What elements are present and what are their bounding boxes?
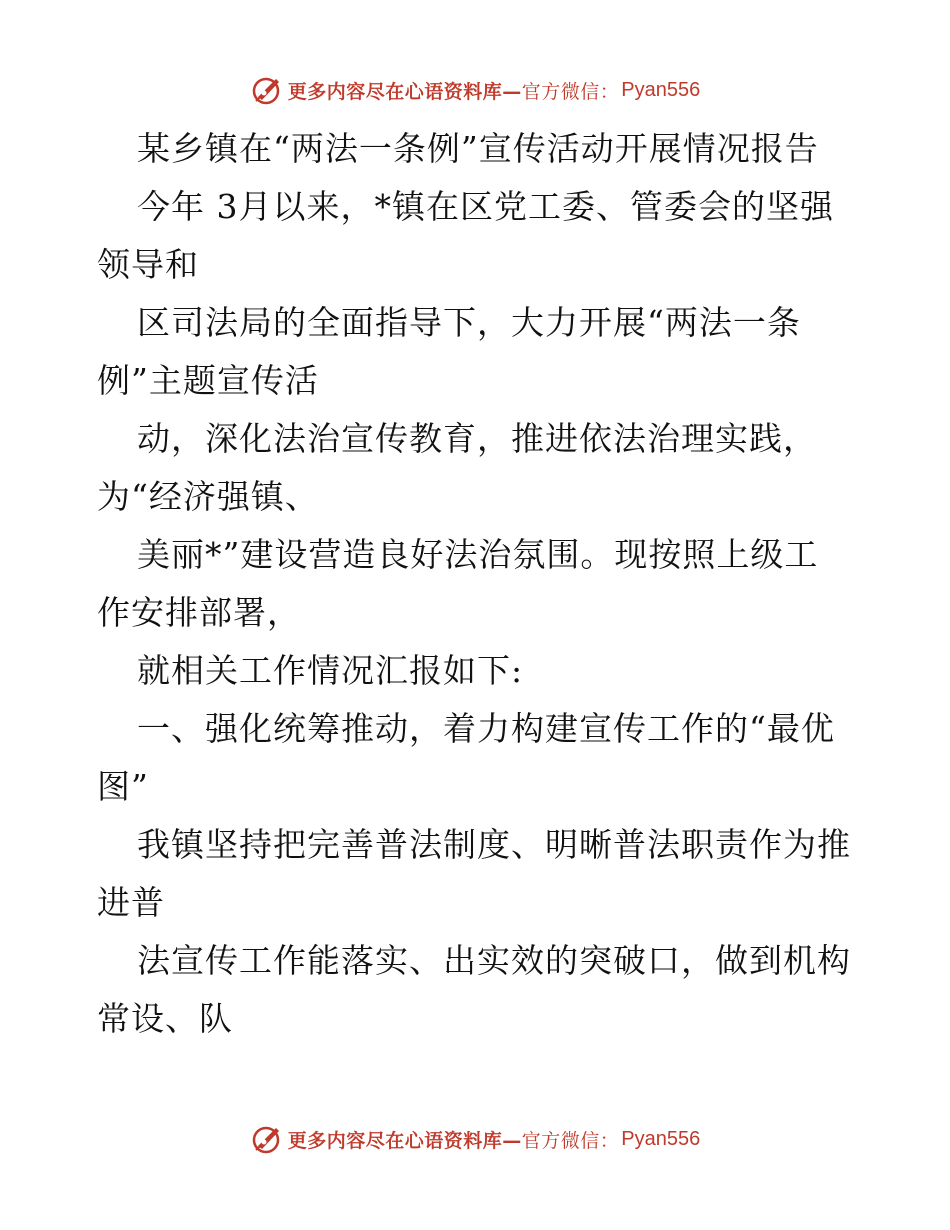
text-line: 一、强化统筹推动，着力构建宣传工作的“最优 xyxy=(137,709,835,748)
watermark-handle: Pyan556 xyxy=(621,1127,701,1150)
text-line: 区司法局的全面指导下，大力开展“两法一条 xyxy=(137,303,801,342)
text-line: 就相关工作情况汇报如下: xyxy=(137,651,524,690)
text-line: 动，深化法治宣传教育，推进依法治理实践， xyxy=(137,419,817,458)
text-line: 图” xyxy=(97,767,149,806)
footer-watermark xyxy=(0,1119,950,1159)
text-line: 例”主题宣传活 xyxy=(97,361,319,400)
watermark-handle: Pyan556 xyxy=(621,78,701,101)
text-line: 为“经济强镇、 xyxy=(97,477,319,516)
header-watermark xyxy=(0,70,950,110)
document-body xyxy=(97,120,857,1048)
text-line: 我镇坚持把完善普法制度、明晰普法职责作为推 xyxy=(137,825,851,864)
text-line: 某乡镇在“两法一条例”宣传活动开展情况报告 xyxy=(137,129,819,168)
quill-pen-logo-icon xyxy=(250,1122,284,1156)
watermark-label: 官方微信： xyxy=(521,80,620,103)
watermark-label: 官方微信： xyxy=(521,1129,620,1152)
text-line: 进普 xyxy=(97,883,165,922)
text-line: 领导和 xyxy=(97,245,199,284)
watermark-text: 更多内容尽在心语资料库— xyxy=(287,1129,522,1152)
text-line: 美丽*”建设营造良好法治氛围。现按照上级工 xyxy=(137,535,819,574)
watermark-text: 更多内容尽在心语资料库— xyxy=(287,80,522,103)
text-line: 作安排部署， xyxy=(97,593,301,632)
text-line: 常设、队 xyxy=(97,999,233,1038)
text-line: 今年 3月以来，*镇在区党工委、管委会的坚强 xyxy=(137,187,834,226)
text-line: 法宣传工作能落实、出实效的突破口，做到机构 xyxy=(137,941,851,980)
quill-pen-logo-icon xyxy=(250,73,284,107)
